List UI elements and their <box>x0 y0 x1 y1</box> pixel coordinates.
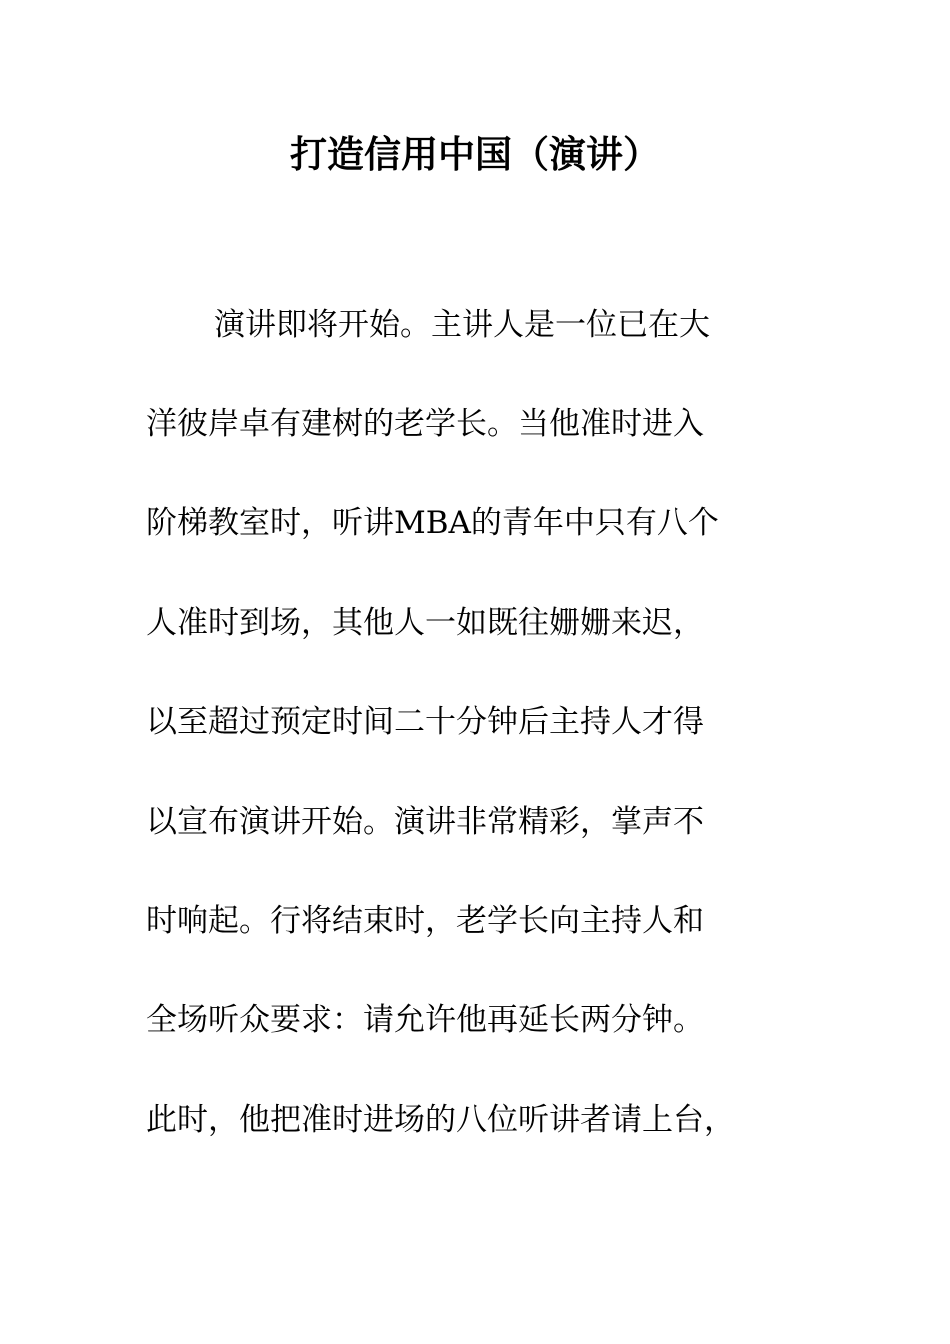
paragraph-line-7: 时响起。行将结束时，老学长向主持人和 <box>146 903 704 939</box>
paragraph-line-2: 洋彼岸卓有建树的老学长。当他准时进入 <box>146 406 704 442</box>
paragraph-line-8: 全场听众要求：请允许他再延长两分钟。 <box>146 1002 704 1038</box>
paragraph-line-3: 阶梯教室时，听讲MBA的青年中只有八个 <box>146 505 719 541</box>
paragraph-line-4: 人准时到场，其他人一如既往姗姗来迟， <box>146 605 704 641</box>
paragraph-line-6: 以宣布演讲开始。演讲非常精彩，掌声不 <box>146 804 704 840</box>
paragraph-line-5: 以至超过预定时间二十分钟后主持人才得 <box>146 704 704 740</box>
paragraph-line-9: 此时，他把准时进场的八位听讲者请上台， <box>146 1102 735 1138</box>
paragraph-line-1: 演讲即将开始。主讲人是一位已在大 <box>214 307 710 343</box>
document-title: 打造信用中国（演讲） <box>290 132 660 176</box>
